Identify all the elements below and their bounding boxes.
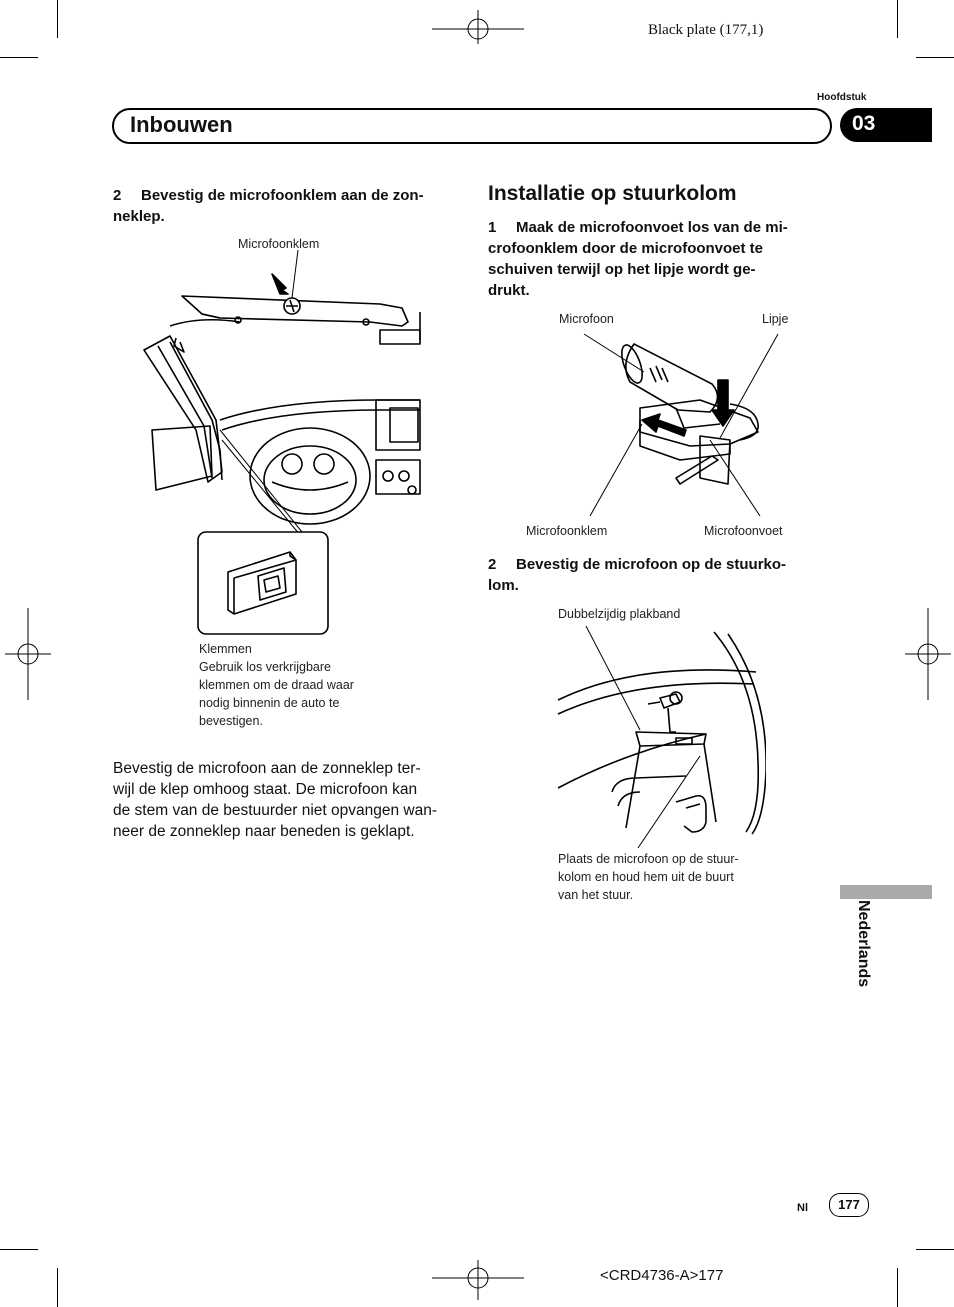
crop-mark	[916, 1249, 954, 1250]
section-heading: Installatie op stuurkolom	[488, 182, 737, 205]
chapter-number: 03	[852, 112, 876, 135]
step-text: Maak de microfoonvoet los van de mi- crofoonklem door de microfoonvoet te schuiven terwijl op het lipje wordt ge- drukt.	[488, 219, 788, 299]
page-number: 177	[829, 1193, 869, 1217]
label-lipje: Lipje	[762, 312, 789, 326]
crop-mark	[57, 1268, 58, 1307]
sidebar-language: Nederlands	[855, 900, 872, 988]
registration-mark-bottom	[432, 1260, 524, 1300]
sidebar-language-box	[844, 900, 872, 1020]
label-klemmen: Klemmen	[199, 642, 252, 656]
label-microfoonklem-2: Microfoonklem	[526, 524, 608, 538]
crop-mark	[0, 1249, 38, 1250]
registration-mark-right	[905, 608, 951, 700]
label-microfoonvoet: Microfoonvoet	[704, 524, 783, 538]
step-number: 2	[488, 556, 497, 573]
crop-mark	[897, 1268, 898, 1307]
step-text: Bevestig de microfoonklem aan de zon- neklep.	[113, 187, 424, 225]
sidebar-tab	[840, 885, 932, 899]
step-number: 1	[488, 219, 497, 236]
step-text: Bevestig de microfoon op de stuurko- lom.	[488, 556, 787, 594]
right-step-2	[488, 554, 833, 596]
figure-steering-column	[556, 622, 766, 850]
plate-label: Black plate (177,1)	[648, 22, 764, 38]
chapter-label: Hoofdstuk	[817, 92, 867, 103]
chapter-number-tab	[840, 108, 932, 142]
right-step-1	[488, 217, 833, 301]
crop-mark	[57, 0, 58, 38]
crop-mark	[897, 0, 898, 38]
crop-mark	[916, 57, 954, 58]
label-microfoon: Microfoon	[559, 312, 614, 326]
clamp-note: Gebruik los verkrijgbare klemmen om de draad waar nodig binnenin de auto te bevestigen.	[199, 660, 354, 728]
label-microfoonklem: Microfoonklem	[238, 237, 320, 251]
label-plakband: Dubbelzijdig plakband	[558, 607, 681, 621]
chapter-title-bar	[112, 108, 832, 144]
doc-code: <CRD4736-A>177	[600, 1267, 724, 1284]
registration-mark-left	[5, 608, 51, 700]
figure-microphone-detach	[580, 328, 790, 520]
left-paragraph: Bevestig de microfoon aan de zonneklep ter- wijl de klep omhoog staat. De microfoon kan de stem van de bestuurder niet opvangen wan- neer de zonneklep naar beneden is geklapt.	[113, 760, 437, 840]
crop-mark	[0, 57, 38, 58]
lang-code: Nl	[797, 1202, 808, 1214]
column-note: Plaats de microfoon op de stuur- kolom en houd hem uit de buurt van het stuur.	[558, 852, 739, 902]
figure-sunvisor	[140, 250, 430, 640]
step-number: 2	[113, 187, 122, 204]
left-step-2	[113, 185, 458, 227]
chapter-title: Inbouwen	[130, 112, 233, 137]
registration-mark-top	[432, 10, 524, 44]
